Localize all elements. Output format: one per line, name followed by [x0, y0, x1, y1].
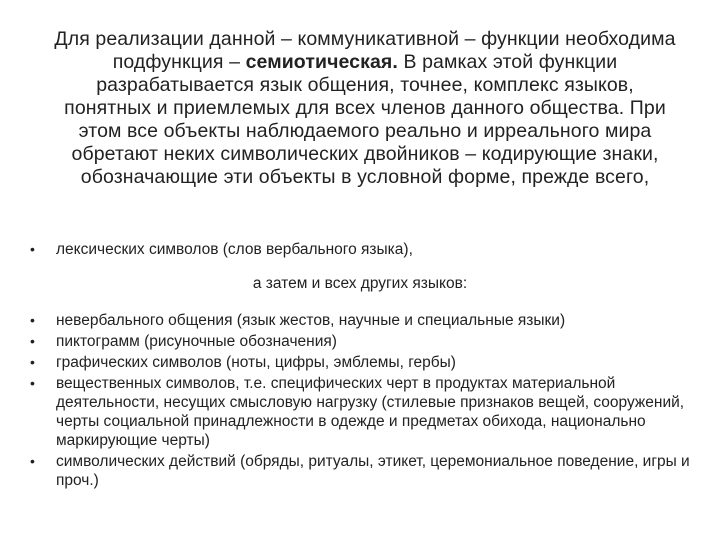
list-item — [30, 311, 690, 330]
list-item-text: символических действий (обряды, ритуалы, этикет, церемониальное поведение, игры и проч.) — [56, 453, 690, 489]
list-item-text: невербального общения (язык жестов, научные и специальные языки) — [56, 312, 566, 329]
list-item — [30, 332, 690, 351]
list-item — [30, 452, 690, 490]
list-item-text: пиктограмм (рисуночные обозначения) — [56, 333, 337, 350]
list-item — [30, 374, 690, 450]
list-item-text: графических символов (ноты, цифры, эмблемы, гербы) — [56, 354, 456, 371]
bullet-list — [30, 311, 690, 492]
intro-paragraph — [50, 28, 680, 189]
intro-bold-term: семиотическая. — [245, 51, 398, 73]
bullet-icon: • — [30, 312, 35, 328]
mid-heading: а затем и всех других языков: — [252, 275, 468, 292]
bullet-icon: • — [30, 453, 35, 469]
list-item-text: вещественных символов, т.е. специфических черт в продуктах материальной деятельности, несущих смысловую нагрузку (стилевые признаков вещей, сооружений, черты социальной принадлежности в одежде и предметах обихода, национально маркирующие черты) — [56, 375, 685, 449]
intro-text-part1: Для реализации данной – коммуникативной – функции необходима подфункция – — [54, 28, 676, 73]
intro-text-part2: В рамках этой функции разрабатывается язык общения, точнее, комплекс языков, понятных и приемлемых для всех членов данного общества. При этом все объекты наблюдаемого реально и ирреального мира обретают неких символических двойников – кодирующие знаки, обозначающие эти объекты в условной форме, прежде всего, — [64, 51, 666, 188]
bullet-icon: • — [30, 354, 35, 370]
list-item-text: лексических символов (слов вербального языка), — [56, 241, 413, 258]
bullet-icon: • — [30, 333, 35, 349]
bullet-icon: • — [30, 241, 35, 257]
list-item — [30, 353, 690, 372]
first-bullet-item — [30, 240, 690, 259]
bullet-icon: • — [30, 375, 35, 391]
